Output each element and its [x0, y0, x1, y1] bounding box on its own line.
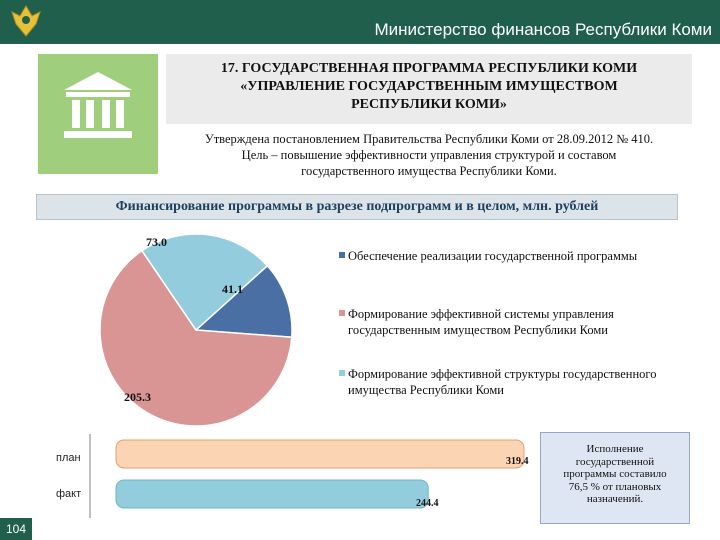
- financing-banner: Финансирование программы в разрезе подпрограмм и в целом, млн. рублей: [36, 194, 678, 220]
- program-title-line: РЕСПУБЛИКИ КОМИ»: [351, 97, 507, 112]
- legend-label: имущества Республики Коми: [348, 383, 504, 397]
- pie-slice-label: 41.1: [222, 282, 243, 296]
- bar-category-label: план: [56, 452, 81, 464]
- header-bar: [0, 0, 720, 44]
- note-line: Исполнение: [586, 443, 644, 455]
- bar-chart: [40, 432, 540, 522]
- legend-swatch: [339, 370, 345, 376]
- legend-swatch: [339, 252, 345, 258]
- program-desc-line: государственного имущества Республики Коми.: [301, 164, 557, 178]
- bar-value-label: 244.4: [416, 498, 439, 509]
- program-title-line: 17. ГОСУДАРСТВЕННАЯ ПРОГРАММА РЕСПУБЛИКИ КОМИ: [220, 61, 638, 76]
- bar: [116, 480, 428, 508]
- bar-category-label: факт: [56, 488, 82, 500]
- legend-label: Формирование эффективной структуры государственного: [348, 367, 657, 381]
- legend-swatch: [339, 310, 345, 316]
- note-line: государственной: [575, 455, 655, 468]
- bar: [116, 440, 524, 468]
- note-line: назначений.: [586, 493, 644, 505]
- note-line: программы составило: [563, 468, 667, 480]
- program-description: [166, 131, 692, 179]
- legend-item: [348, 306, 708, 338]
- bar-chart-svg: [40, 432, 540, 522]
- pie-chart: [36, 220, 678, 430]
- program-desc-line: Утверждена постановлением Правительства Республики Коми от 28.09.2012 № 410.: [204, 132, 654, 146]
- note-line: 76,5 % от плановых: [568, 480, 662, 493]
- page-number: 104: [0, 518, 32, 540]
- pie-chart-svg: [36, 220, 336, 430]
- execution-note: [540, 432, 690, 524]
- program-title: [166, 54, 692, 124]
- program-desc-line: Цель – повышение эффективности управления структурой и составом: [241, 148, 617, 162]
- bar-value-label: 319.4: [506, 456, 529, 467]
- legend-item: [348, 248, 708, 264]
- komi-emblem-icon: [6, 2, 46, 42]
- ministry-title: Министерство финансов Республики Коми: [374, 20, 712, 39]
- legend-label: государственным имуществом Республики Коми: [348, 323, 608, 337]
- legend-label: Обеспечение реализации государственной программы: [348, 249, 638, 263]
- government-building-icon: [60, 70, 136, 142]
- pie-slice-label: 205.3: [124, 390, 151, 404]
- legend-item: [348, 366, 708, 398]
- pie-slice-label: 73.0: [146, 235, 167, 249]
- legend-label: Формирование эффективной системы управления: [348, 307, 614, 321]
- program-title-line: «УПРАВЛЕНИЕ ГОСУДАРСТВЕННЫМ ИМУЩЕСТВОМ: [240, 79, 618, 94]
- program-icon-box: [38, 54, 158, 174]
